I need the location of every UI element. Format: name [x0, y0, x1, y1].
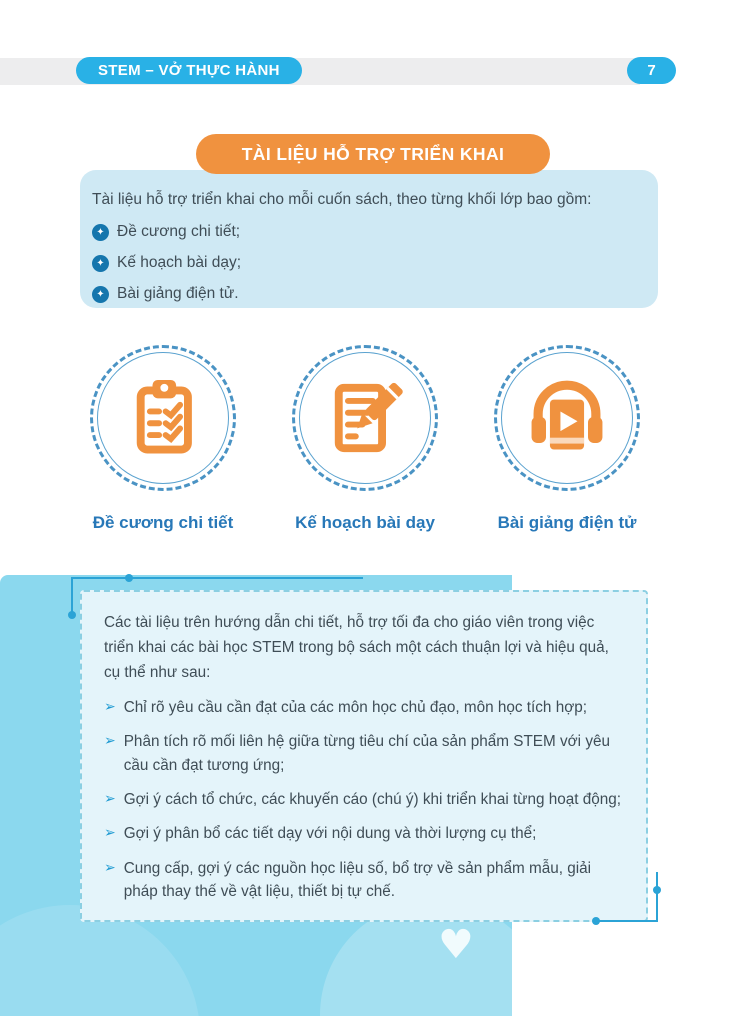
dashed-ring — [292, 345, 438, 491]
feature-bai-giang — [474, 345, 660, 533]
ring-inner — [501, 352, 633, 484]
arrow-bullet-icon: ➢ — [104, 698, 116, 715]
bracket-dot — [125, 574, 133, 582]
list-item — [92, 285, 642, 303]
header-title: STEM – VỞ THỰC HÀNH — [98, 62, 280, 79]
detail-box — [80, 590, 648, 922]
bracket-dot — [68, 611, 76, 619]
feature-row — [70, 345, 660, 533]
feature-ke-hoach — [272, 345, 458, 533]
feature-label: Kế hoạch bài dạy — [295, 513, 435, 532]
detail-bullet — [104, 696, 624, 720]
list-item-label: Bài giảng điện tử. — [117, 285, 239, 303]
bracket-line-bottom — [596, 920, 658, 922]
arrow-bullet-icon: ➢ — [104, 733, 116, 750]
page-number: 7 — [647, 62, 656, 79]
audio-book-headphones-icon — [525, 376, 609, 460]
bracket-line-top — [71, 577, 363, 579]
section-title-banner — [196, 134, 550, 174]
arrow-bullet-icon: ➢ — [104, 859, 116, 876]
detail-bullet — [104, 730, 624, 777]
feature-label: Đề cương chi tiết — [92, 513, 234, 532]
detail-bullet — [104, 857, 624, 904]
bracket-line-top — [71, 577, 73, 615]
star-badge-icon: ✦ — [92, 255, 109, 272]
list-item-label: Đề cương chi tiết; — [117, 223, 241, 241]
ring-inner — [97, 352, 229, 484]
detail-bullet — [104, 822, 624, 846]
list-item-label: Kế hoạch bài dạy; — [117, 254, 242, 272]
bullet-text: Chỉ rõ yêu cầu cần đạt của các môn học chủ đạo, môn học tích hợp; — [123, 698, 587, 716]
page-number-badge — [627, 57, 676, 84]
list-item — [92, 223, 642, 241]
bullet-text: Gợi ý cách tổ chức, các khuyến cáo (chú ý) khi triển khai từng hoạt động; — [123, 791, 622, 808]
ring-inner — [299, 352, 431, 484]
lesson-plan-pencil-icon — [323, 376, 407, 460]
bullet-text: Phân tích rõ mối liên hệ giữa từng tiêu chí của sản phẩm STEM với yêu cầu cần đạt tương ứng; — [123, 733, 610, 774]
star-badge-icon: ✦ — [92, 286, 109, 303]
bracket-line-bottom — [656, 872, 658, 922]
star-badge-icon: ✦ — [92, 224, 109, 241]
bracket-dot — [653, 886, 661, 894]
feature-de-cuong — [70, 345, 256, 533]
detail-lead: Các tài liệu trên hướng dẫn chi tiết, hỗ trợ tối đa cho giáo viên trong việc triển khai các bài học STEM trong bộ sách một cách thuận lợi và hiệu quả, cụ thể như sau: — [104, 614, 609, 681]
bullet-text: Gợi ý phân bổ các tiết dạy với nội dung và thời lượng cụ thể; — [123, 825, 537, 843]
section-title: TÀI LIỆU HỖ TRỢ TRIỂN KHAI — [241, 143, 505, 164]
bracket-dot — [592, 917, 600, 925]
arrow-bullet-icon: ➢ — [104, 825, 116, 842]
feature-label: Bài giảng điện tử — [497, 513, 637, 532]
dashed-ring — [90, 345, 236, 491]
dashed-ring — [494, 345, 640, 491]
checklist-clipboard-icon — [121, 376, 205, 460]
heart-icon: ♥ — [438, 922, 474, 968]
bullet-text: Cung cấp, gợi ý các nguồn học liệu số, bổ trợ về sản phẩm mẫu, giải pháp thay thế về vật liệu, thiết bị tự chế. — [123, 859, 592, 901]
arrow-bullet-icon: ➢ — [104, 791, 116, 807]
intro-lead: Tài liệu hỗ trợ triển khai cho mỗi cuốn sách, theo từng khối lớp bao gồm: — [92, 191, 592, 208]
list-item — [92, 254, 642, 272]
detail-bullet — [104, 788, 624, 812]
intro-box — [80, 170, 658, 308]
header-title-pill — [76, 57, 302, 84]
